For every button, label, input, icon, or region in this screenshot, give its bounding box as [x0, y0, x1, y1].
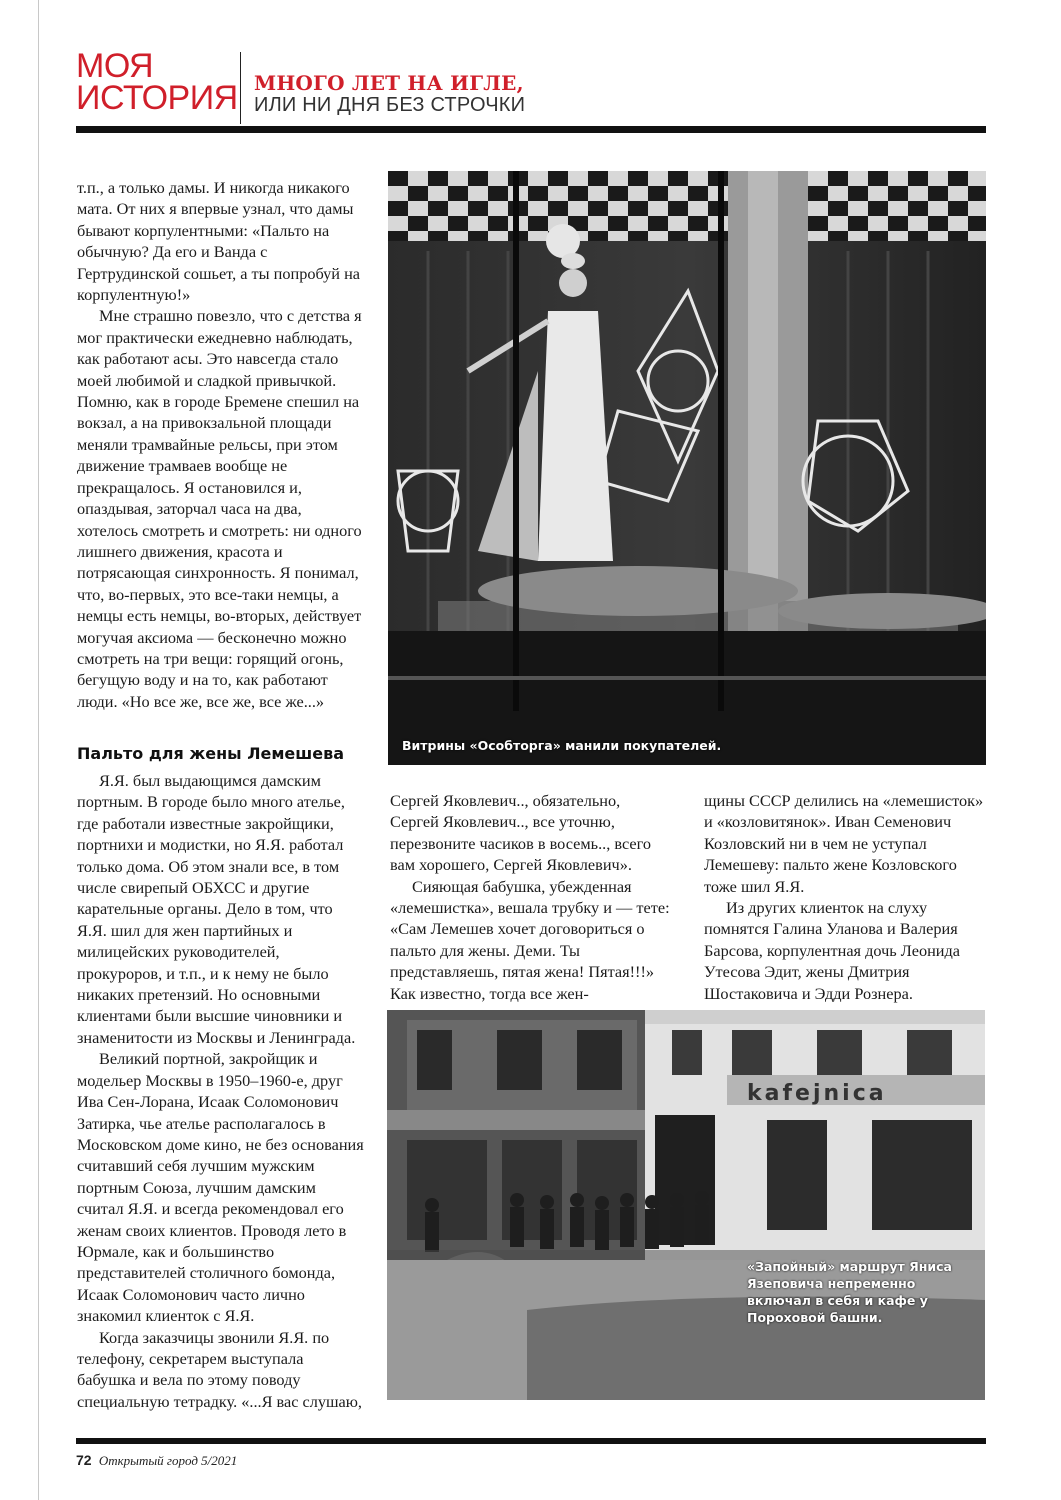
- margin-rule: [38, 0, 39, 1500]
- page-number: 72: [76, 1452, 92, 1468]
- rubric: [76, 47, 238, 117]
- shop-window-photo: [388, 171, 986, 765]
- paragraph: Сергей Яковлевич.., обязательно, Сергей Яковлевич.., все уточню, перезвоните часиков в восемь.., всего вам хорошего, Сергей Яковлевич».: [390, 791, 652, 875]
- street-caption: «Запойный» маршрут Яниса Язеповича непременно включал в себя и кафе у Пороховой башни.: [747, 1259, 952, 1325]
- left-column-upper: [77, 177, 365, 712]
- paragraph: Мне страшно повезло, что с детства я мог практически ежедневно наблюдать, как работают асы. Это навсегда стало моей любимой и сладкой привычкой. Помню, как в городе Бремене спешил на вокзал, а на привокзальной площади меняли трамвайные рельсы, при этом движение трамваев вообще не прекращалось. Я остановился и, опаздывая, заторчал часа на два, хотелось смотреть и смотреть: ни одного лишнего движения, красота и потрясающая синхронность. Я понимал, что, во-первых, это все-таки немцы, а немцы есть немцы, во-вторых, действует могучая аксиома — бесконечно можно смотреть на три вещи: горящий огонь, бегущую воду и на то, как работают люди. «Но все же, все же, все же...»: [77, 306, 362, 711]
- street-photo: [387, 1010, 985, 1400]
- header-rule: [76, 126, 986, 133]
- paragraph: Я.Я. был выдающимся дамским портным. В городе было много ателье, где работали известные закройщики, портнихи и модистки, но Я.Я. работал только дома. Об этом знали все, в том числе свирепый ОБХСС и другие карательные органы. Дело в том, что Я.Я. шил для жен партийных и милицейских руководителей, прокуроров, и т.п., и к нему не было никаких претензий. Но основными клиентами были высшие чиновники и знаменитости из Москвы и Ленинграда.: [77, 771, 356, 1047]
- middle-column: [390, 790, 672, 1004]
- section-subhead: Пальто для жены Лемешева: [77, 744, 345, 763]
- paragraph: Великий портной, закройщик и модельер Москвы в 1950–1960-е, друг Ива Сен-Лорана, Исаак Соломонович Затирка, чье ателье располагалось в Московском доме кино, не без основания считавший себя лучшим мужским портным Союза, лучшим дамским считал Я.Я. и всегда рекомендовал его женам своих клиентов. Проводя лето в Юрмале, как и большинство представителей столичного бомонда, Исаак Соломонович часто лично знакомил клиенток с Я.Я.: [77, 1049, 364, 1326]
- rubric-line-2: ИСТОРИЯ: [76, 79, 238, 117]
- paragraph: т.п., а только дамы. И никогда никакого мата. От них я впервые узнал, что дамы бывают корпулентными: «Пальто на обычную? Да его и Ванда с Гертрудинской сошьет, а ты попробуй на корпулентную!»: [77, 178, 361, 305]
- headline-sub: ИЛИ НИ ДНЯ БЕЗ СТРОЧКИ: [254, 94, 526, 116]
- paragraph: Сияющая бабушка, убежденная «лемешистка», вешала трубку и — тете: «Сам Лемешев хочет договориться о пальто для жены. Деми. Ты представляешь, пятая жена! Пятая!!!» Как известно, тогда все жен-: [390, 876, 670, 1003]
- rubric-line-1: МОЯ: [76, 47, 154, 85]
- header-divider: [240, 52, 241, 124]
- right-column: [704, 790, 986, 1004]
- footer-rule: [76, 1438, 986, 1444]
- magazine-issue: Открытый город 5/2021: [98, 1453, 238, 1468]
- page-footer: [76, 1452, 237, 1469]
- headline-main: МНОГО ЛЕТ НА ИГЛЕ,: [254, 71, 524, 95]
- cafe-sign-text: kafejnica: [747, 1081, 887, 1106]
- paragraph: Из других клиенток на слуху помнятся Галина Уланова и Валерия Барсова, корпулентная дочь Леонида Утесова Эдит, жены Дмитрия Шостаковича и Эдди Рознера.: [704, 898, 961, 1003]
- paragraph: Когда заказчицы звонили Я.Я. по телефону, секретарем выступала бабушка и вела по этому поводу специальную тетрадку. «...Я вас слушаю,: [77, 1327, 363, 1411]
- left-column-lower: [77, 770, 365, 1412]
- street-illustration: [387, 1010, 985, 1400]
- headline: [254, 72, 525, 116]
- paragraph: щины СССР делились на «лемешисток» и «козловитянок». Иван Семенович Козловский ни в чем не уступал Лемешеву: пальто жене Козловского тоже шил Я.Я.: [704, 791, 984, 896]
- shop-window-illustration: [388, 171, 986, 765]
- shop-window-caption: Витрины «Особторга» манили покупателей.: [402, 738, 722, 753]
